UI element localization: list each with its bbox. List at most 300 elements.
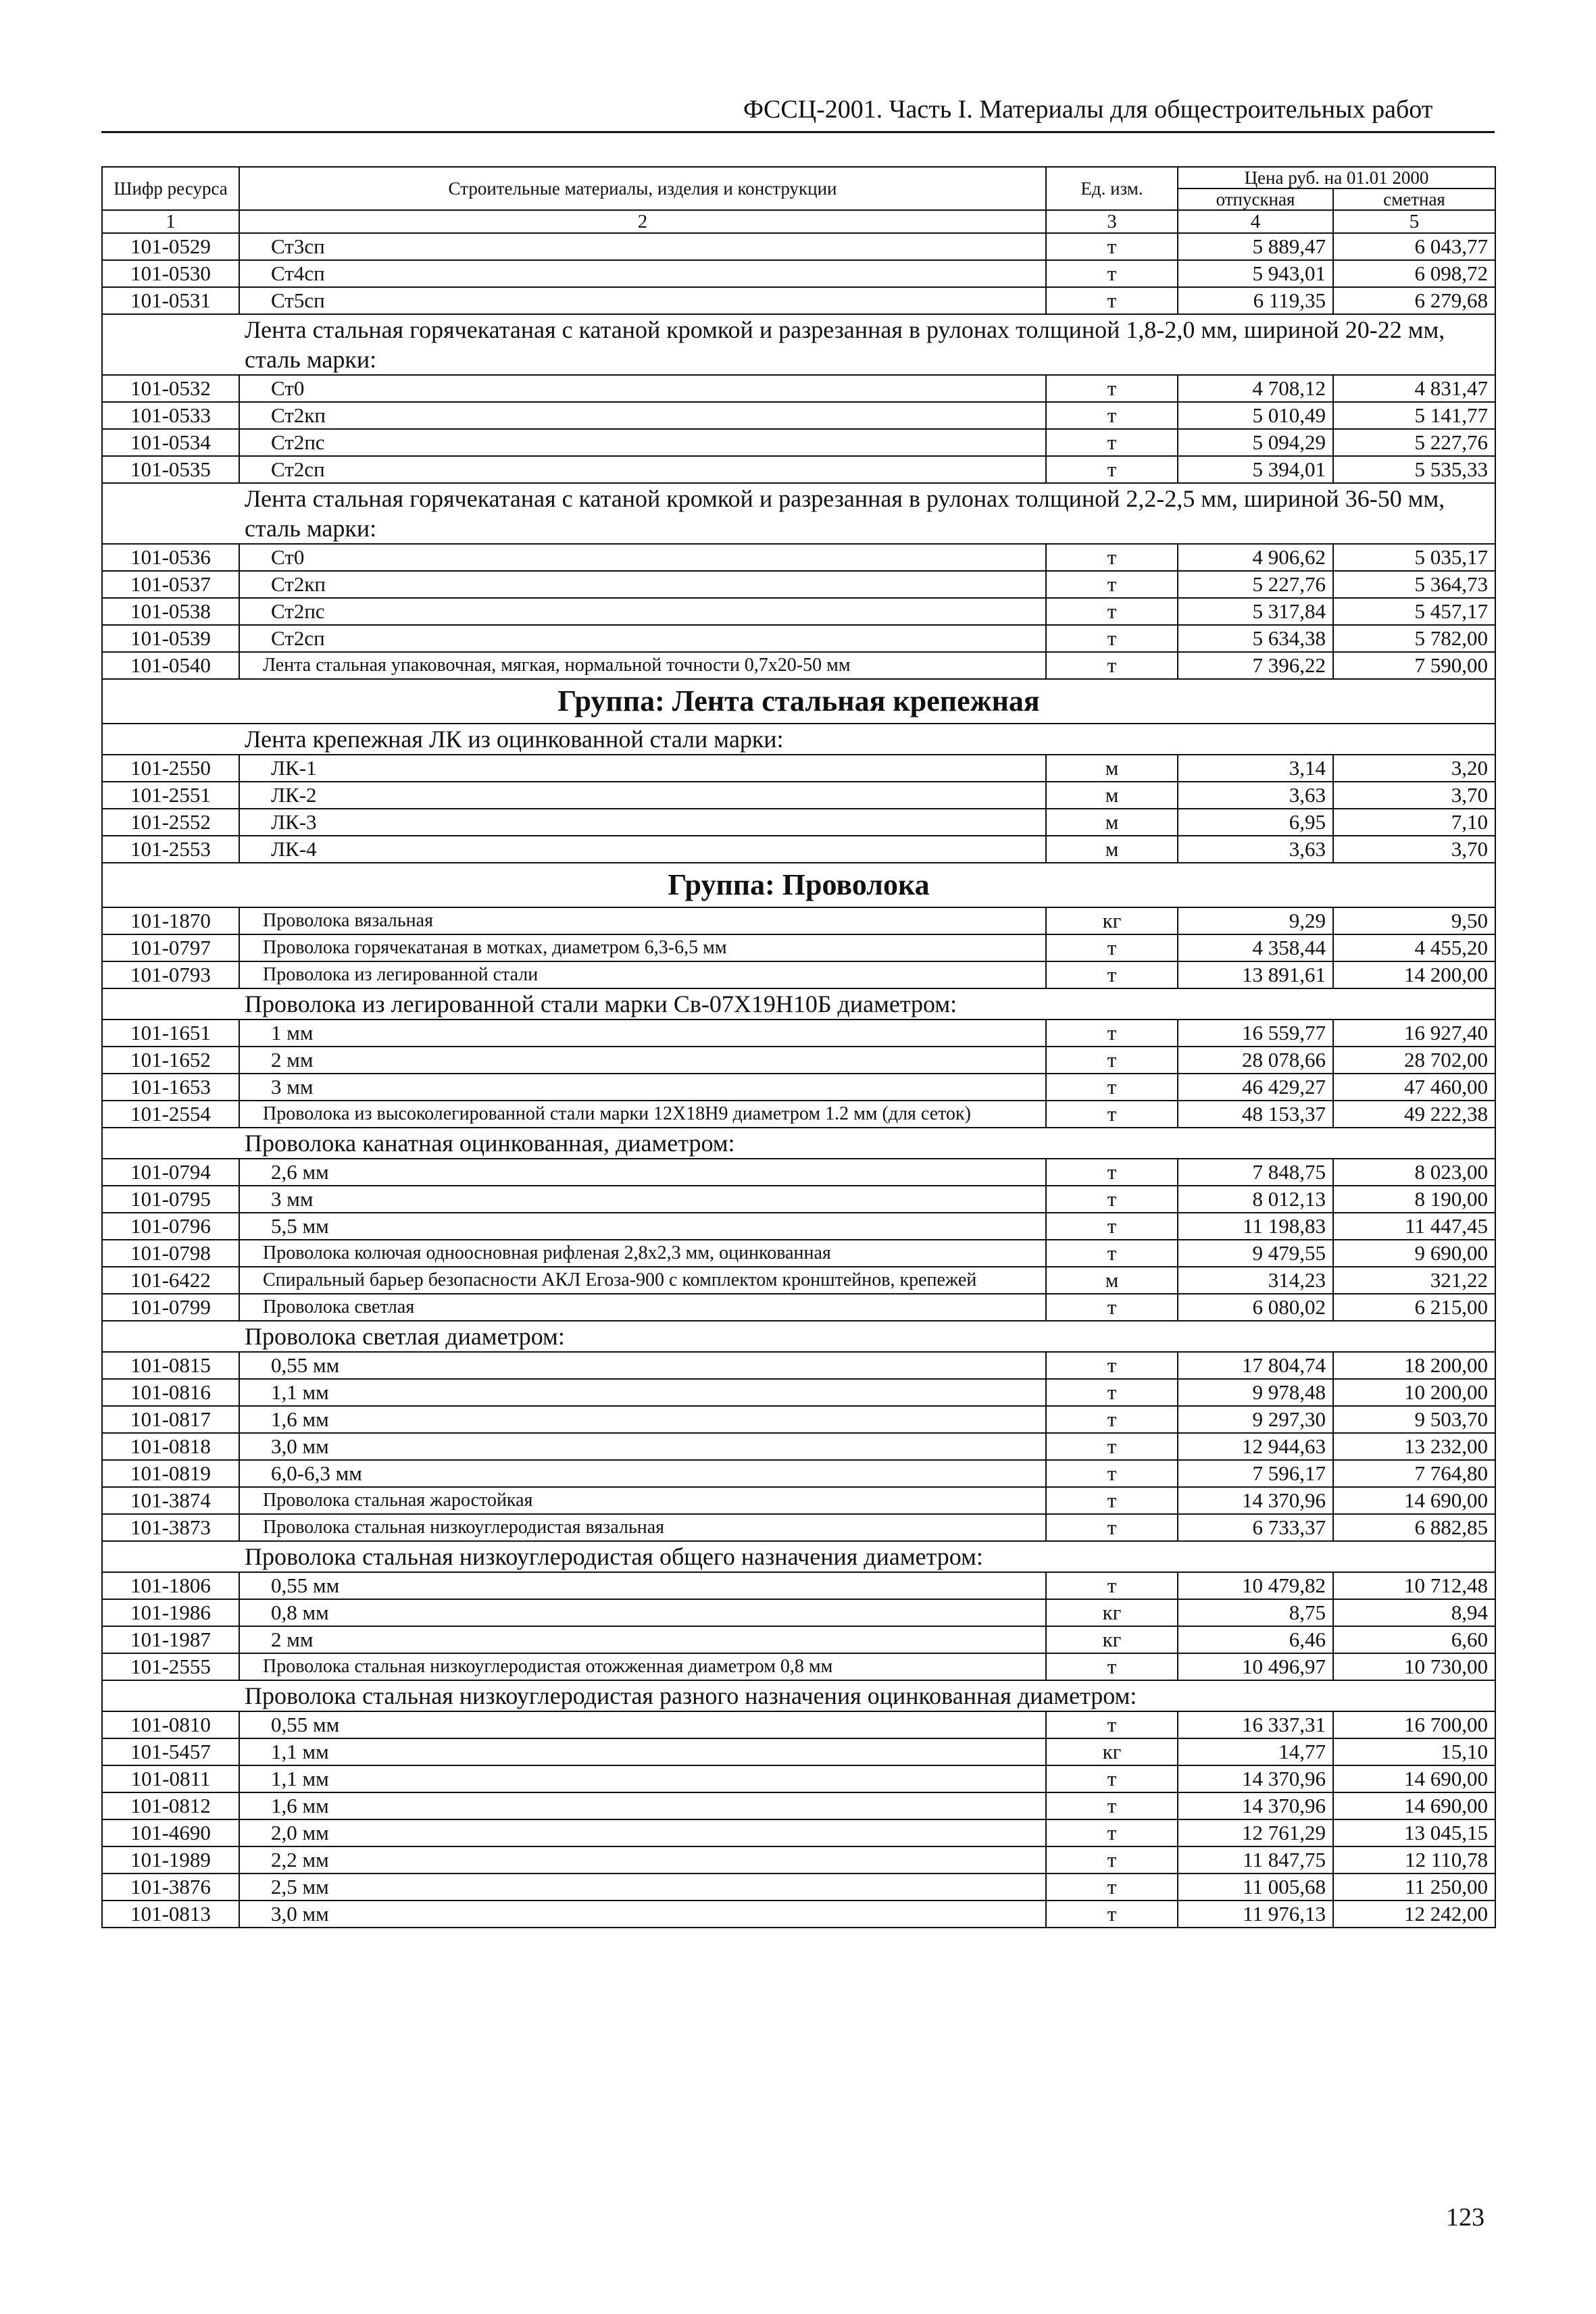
- material-name: Ст2пс: [239, 598, 1046, 625]
- table-row: [102, 233, 1495, 260]
- resource-code: 101-0530: [102, 260, 239, 287]
- resource-code: 101-1986: [102, 1599, 239, 1626]
- header-estimate-price: сметная: [1333, 188, 1495, 210]
- table-row: [102, 1074, 1495, 1101]
- resource-code: 101-3873: [102, 1514, 239, 1541]
- estimate-price: 13 045,15: [1333, 1819, 1495, 1846]
- table-row: [102, 402, 1495, 429]
- subheading-row: [102, 1128, 1495, 1159]
- unit-cell: т: [1046, 961, 1178, 988]
- table-row: [102, 1186, 1495, 1213]
- header-release-price: отпускная: [1178, 188, 1333, 210]
- release-price: 3,63: [1178, 836, 1333, 863]
- unit-cell: т: [1046, 287, 1178, 314]
- resource-code: 101-0794: [102, 1159, 239, 1186]
- table-row: [102, 961, 1495, 988]
- table-row: [102, 1765, 1495, 1792]
- estimate-price: 3,70: [1333, 782, 1495, 809]
- release-price: 11 198,83: [1178, 1213, 1333, 1240]
- resource-code: 101-2550: [102, 755, 239, 782]
- material-name: 0,8 мм: [239, 1599, 1046, 1626]
- resource-code: 101-0818: [102, 1433, 239, 1460]
- unit-cell: м: [1046, 1267, 1178, 1294]
- table-row: [102, 1572, 1495, 1599]
- table-row: [102, 1819, 1495, 1846]
- material-name: 1,1 мм: [239, 1379, 1046, 1406]
- estimate-price: 10 712,48: [1333, 1572, 1495, 1599]
- unit-cell: т: [1046, 1792, 1178, 1819]
- release-price: 3,63: [1178, 782, 1333, 809]
- release-price: 17 804,74: [1178, 1352, 1333, 1379]
- unit-cell: т: [1046, 429, 1178, 456]
- material-name: Ст2пс: [239, 429, 1046, 456]
- unit-cell: т: [1046, 1101, 1178, 1128]
- estimate-price: 28 702,00: [1333, 1047, 1495, 1074]
- resource-code: 101-0816: [102, 1379, 239, 1406]
- unit-cell: т: [1046, 1020, 1178, 1047]
- release-price: 9 297,30: [1178, 1406, 1333, 1433]
- resource-code: 101-1806: [102, 1572, 239, 1599]
- estimate-price: 14 690,00: [1333, 1487, 1495, 1514]
- unit-cell: т: [1046, 402, 1178, 429]
- material-name: Ст0: [239, 375, 1046, 402]
- unit-cell: т: [1046, 1240, 1178, 1267]
- material-name: 3,0 мм: [239, 1901, 1046, 1928]
- header-name: Строительные материалы, изделия и конструкции: [239, 167, 1046, 210]
- unit-cell: т: [1046, 1873, 1178, 1901]
- material-name: ЛК-3: [239, 809, 1046, 836]
- unit-cell: т: [1046, 233, 1178, 260]
- estimate-price: 14 690,00: [1333, 1792, 1495, 1819]
- material-name: Проволока горячекатаная в мотках, диаметром 6,3-6,5 мм: [239, 934, 1046, 961]
- table-row: [102, 1901, 1495, 1928]
- release-price: 4 708,12: [1178, 375, 1333, 402]
- header-rule: [101, 131, 1495, 133]
- estimate-price: 16 700,00: [1333, 1711, 1495, 1738]
- estimate-price: 9,50: [1333, 907, 1495, 934]
- table-row: [102, 1406, 1495, 1433]
- table-row: [102, 1626, 1495, 1653]
- unit-cell: т: [1046, 1653, 1178, 1680]
- column-number: 5: [1333, 210, 1495, 233]
- unit-cell: м: [1046, 809, 1178, 836]
- table-row: [102, 809, 1495, 836]
- column-number: 4: [1178, 210, 1333, 233]
- subheading-row: [102, 483, 1495, 544]
- release-price: 16 337,31: [1178, 1711, 1333, 1738]
- unit-cell: т: [1046, 260, 1178, 287]
- table-row: [102, 1352, 1495, 1379]
- resource-code: 101-1989: [102, 1846, 239, 1873]
- table-row: [102, 625, 1495, 652]
- release-price: 5 394,01: [1178, 456, 1333, 483]
- unit-cell: т: [1046, 1460, 1178, 1487]
- unit-cell: м: [1046, 782, 1178, 809]
- material-name: Проволока из легированной стали: [239, 961, 1046, 988]
- release-price: 6 119,35: [1178, 287, 1333, 314]
- subheading-text: Проволока стальная низкоуглеродистая разного назначения оцинкованная диаметром:: [102, 1680, 1495, 1711]
- header-price: Цена руб. на 01.01 2000: [1178, 167, 1495, 188]
- estimate-price: 11 250,00: [1333, 1873, 1495, 1901]
- estimate-price: 6 098,72: [1333, 260, 1495, 287]
- material-name: 1,6 мм: [239, 1792, 1046, 1819]
- estimate-price: 321,22: [1333, 1267, 1495, 1294]
- estimate-price: 13 232,00: [1333, 1433, 1495, 1460]
- unit-cell: т: [1046, 625, 1178, 652]
- unit-cell: т: [1046, 1819, 1178, 1846]
- group-title: Группа: Проволока: [102, 863, 1495, 907]
- group-row: [102, 863, 1495, 907]
- estimate-price: 18 200,00: [1333, 1352, 1495, 1379]
- resource-code: 101-0532: [102, 375, 239, 402]
- running-header: ФССЦ-2001. Часть I. Материалы для общестроительных работ: [743, 95, 1433, 124]
- table-row: [102, 287, 1495, 314]
- estimate-price: 6 043,77: [1333, 233, 1495, 260]
- resource-code: 101-0533: [102, 402, 239, 429]
- material-name: Ст3сп: [239, 233, 1046, 260]
- material-name: 2,6 мм: [239, 1159, 1046, 1186]
- resource-code: 101-0538: [102, 598, 239, 625]
- table-row: [102, 1460, 1495, 1487]
- table-row: [102, 1487, 1495, 1514]
- table-row: [102, 1294, 1495, 1321]
- resource-code: 101-0798: [102, 1240, 239, 1267]
- estimate-price: 7 590,00: [1333, 652, 1495, 679]
- estimate-price: 12 110,78: [1333, 1846, 1495, 1873]
- unit-cell: м: [1046, 836, 1178, 863]
- resource-code: 101-1870: [102, 907, 239, 934]
- table-row: [102, 782, 1495, 809]
- material-name: ЛК-1: [239, 755, 1046, 782]
- release-price: 6,46: [1178, 1626, 1333, 1653]
- subheading-text: Проволока светлая диаметром:: [102, 1321, 1495, 1352]
- material-name: 2 мм: [239, 1047, 1046, 1074]
- unit-cell: т: [1046, 1379, 1178, 1406]
- table-row: [102, 934, 1495, 961]
- release-price: 13 891,61: [1178, 961, 1333, 988]
- column-number: 1: [102, 210, 239, 233]
- unit-cell: т: [1046, 598, 1178, 625]
- unit-cell: т: [1046, 571, 1178, 598]
- material-name: Проволока стальная низкоуглеродистая отожженная диаметром 0,8 мм: [239, 1653, 1046, 1680]
- resource-code: 101-0810: [102, 1711, 239, 1738]
- release-price: 14 370,96: [1178, 1765, 1333, 1792]
- estimate-price: 12 242,00: [1333, 1901, 1495, 1928]
- unit-cell: т: [1046, 1846, 1178, 1873]
- resource-code: 101-0811: [102, 1765, 239, 1792]
- estimate-price: 8 190,00: [1333, 1186, 1495, 1213]
- estimate-price: 9 690,00: [1333, 1240, 1495, 1267]
- release-price: 11 847,75: [1178, 1846, 1333, 1873]
- release-price: 11 005,68: [1178, 1873, 1333, 1901]
- material-name: Лента стальная упаковочная, мягкая, нормальной точности 0,7х20-50 мм: [239, 652, 1046, 679]
- release-price: 4 906,62: [1178, 544, 1333, 571]
- estimate-price: 6,60: [1333, 1626, 1495, 1653]
- material-name: Ст2кп: [239, 402, 1046, 429]
- release-price: 5 634,38: [1178, 625, 1333, 652]
- resource-code: 101-0534: [102, 429, 239, 456]
- unit-cell: т: [1046, 1213, 1178, 1240]
- resource-code: 101-1651: [102, 1020, 239, 1047]
- resource-code: 101-0812: [102, 1792, 239, 1819]
- unit-cell: т: [1046, 934, 1178, 961]
- resource-code: 101-4690: [102, 1819, 239, 1846]
- release-price: 7 596,17: [1178, 1460, 1333, 1487]
- release-price: 11 976,13: [1178, 1901, 1333, 1928]
- estimate-price: 5 141,77: [1333, 402, 1495, 429]
- resource-code: 101-2553: [102, 836, 239, 863]
- release-price: 28 078,66: [1178, 1047, 1333, 1074]
- estimate-price: 15,10: [1333, 1738, 1495, 1765]
- material-name: 1,1 мм: [239, 1738, 1046, 1765]
- table-row: [102, 1514, 1495, 1541]
- group-row: [102, 679, 1495, 724]
- unit-cell: т: [1046, 1074, 1178, 1101]
- table-body: [102, 233, 1495, 1928]
- estimate-price: 4 831,47: [1333, 375, 1495, 402]
- table-row: [102, 375, 1495, 402]
- material-name: 1 мм: [239, 1020, 1046, 1047]
- release-price: 12 761,29: [1178, 1819, 1333, 1846]
- table-row: [102, 571, 1495, 598]
- resource-code: 101-0529: [102, 233, 239, 260]
- unit-cell: кг: [1046, 1738, 1178, 1765]
- table-row: [102, 652, 1495, 679]
- release-price: 8,75: [1178, 1599, 1333, 1626]
- resource-code: 101-2554: [102, 1101, 239, 1128]
- table-row: [102, 429, 1495, 456]
- unit-cell: т: [1046, 1901, 1178, 1928]
- subheading-row: [102, 724, 1495, 755]
- unit-cell: т: [1046, 1487, 1178, 1514]
- estimate-price: 5 035,17: [1333, 544, 1495, 571]
- unit-cell: кг: [1046, 1626, 1178, 1653]
- material-name: 3 мм: [239, 1186, 1046, 1213]
- subheading-text: Лента стальная горячекатаная с катаной кромкой и разрезанная в рулонах толщиной 2,2-2,5 мм, шириной 36-50 мм, сталь марки:: [102, 483, 1495, 544]
- table-row: [102, 1379, 1495, 1406]
- estimate-price: 5 457,17: [1333, 598, 1495, 625]
- subheading-row: [102, 314, 1495, 375]
- release-price: 3,14: [1178, 755, 1333, 782]
- resource-code: 101-0540: [102, 652, 239, 679]
- unit-cell: т: [1046, 544, 1178, 571]
- estimate-price: 49 222,38: [1333, 1101, 1495, 1128]
- estimate-price: 9 503,70: [1333, 1406, 1495, 1433]
- table-row: [102, 1738, 1495, 1765]
- table-row: [102, 260, 1495, 287]
- table-row: [102, 836, 1495, 863]
- resource-code: 101-1653: [102, 1074, 239, 1101]
- release-price: 46 429,27: [1178, 1074, 1333, 1101]
- resource-code: 101-5457: [102, 1738, 239, 1765]
- estimate-price: 11 447,45: [1333, 1213, 1495, 1240]
- unit-cell: т: [1046, 1711, 1178, 1738]
- release-price: 10 496,97: [1178, 1653, 1333, 1680]
- estimate-price: 6 882,85: [1333, 1514, 1495, 1541]
- table-row: [102, 598, 1495, 625]
- release-price: 5 889,47: [1178, 233, 1333, 260]
- table-row: [102, 1433, 1495, 1460]
- subheading-row: [102, 988, 1495, 1020]
- resource-code: 101-0797: [102, 934, 239, 961]
- subheading-row: [102, 1541, 1495, 1572]
- material-name: Проволока стальная жаростойкая: [239, 1487, 1046, 1514]
- table-row: [102, 544, 1495, 571]
- header-unit: Ед. изм.: [1046, 167, 1178, 210]
- unit-cell: т: [1046, 1159, 1178, 1186]
- subheading-text: Лента крепежная ЛК из оцинкованной стали марки:: [102, 724, 1495, 755]
- subheading-row: [102, 1680, 1495, 1711]
- material-name: Ст4сп: [239, 260, 1046, 287]
- resource-code: 101-0817: [102, 1406, 239, 1433]
- unit-cell: т: [1046, 1047, 1178, 1074]
- unit-cell: т: [1046, 1294, 1178, 1321]
- unit-cell: т: [1046, 1572, 1178, 1599]
- group-title: Группа: Лента стальная крепежная: [102, 679, 1495, 724]
- resource-code: 101-0795: [102, 1186, 239, 1213]
- material-name: 2,0 мм: [239, 1819, 1046, 1846]
- release-price: 48 153,37: [1178, 1101, 1333, 1128]
- resource-code: 101-0793: [102, 961, 239, 988]
- table-row: [102, 1213, 1495, 1240]
- unit-cell: м: [1046, 755, 1178, 782]
- resource-code: 101-0531: [102, 287, 239, 314]
- table-row: [102, 1792, 1495, 1819]
- release-price: 8 012,13: [1178, 1186, 1333, 1213]
- release-price: 14 370,96: [1178, 1487, 1333, 1514]
- material-name: Проволока светлая: [239, 1294, 1046, 1321]
- estimate-price: 14 200,00: [1333, 961, 1495, 988]
- unit-cell: кг: [1046, 907, 1178, 934]
- material-name: ЛК-4: [239, 836, 1046, 863]
- release-price: 5 943,01: [1178, 260, 1333, 287]
- table-row: [102, 1159, 1495, 1186]
- estimate-price: 5 227,76: [1333, 429, 1495, 456]
- table-row: [102, 1020, 1495, 1047]
- material-name: 0,55 мм: [239, 1711, 1046, 1738]
- unit-cell: т: [1046, 1186, 1178, 1213]
- release-price: 314,23: [1178, 1267, 1333, 1294]
- release-price: 7 396,22: [1178, 652, 1333, 679]
- release-price: 9 978,48: [1178, 1379, 1333, 1406]
- resource-code: 101-0815: [102, 1352, 239, 1379]
- table-row: [102, 1599, 1495, 1626]
- table-row: [102, 1846, 1495, 1873]
- material-name: 3,0 мм: [239, 1433, 1046, 1460]
- table-row: [102, 907, 1495, 934]
- unit-cell: т: [1046, 1352, 1178, 1379]
- subheading-text: Проволока стальная низкоуглеродистая общего назначения диаметром:: [102, 1541, 1495, 1572]
- release-price: 4 358,44: [1178, 934, 1333, 961]
- material-name: Ст0: [239, 544, 1046, 571]
- estimate-price: 5 364,73: [1333, 571, 1495, 598]
- table-row: [102, 1711, 1495, 1738]
- release-price: 9,29: [1178, 907, 1333, 934]
- resource-code: 101-0535: [102, 456, 239, 483]
- table-row: [102, 1101, 1495, 1128]
- release-price: 6 080,02: [1178, 1294, 1333, 1321]
- release-price: 6 733,37: [1178, 1514, 1333, 1541]
- resource-code: 101-3874: [102, 1487, 239, 1514]
- resource-code: 101-6422: [102, 1267, 239, 1294]
- material-name: 0,55 мм: [239, 1352, 1046, 1379]
- resource-code: 101-0539: [102, 625, 239, 652]
- unit-cell: т: [1046, 456, 1178, 483]
- resource-code: 101-0796: [102, 1213, 239, 1240]
- estimate-price: 7,10: [1333, 809, 1495, 836]
- estimate-price: 6 215,00: [1333, 1294, 1495, 1321]
- unit-cell: т: [1046, 1433, 1178, 1460]
- estimate-price: 8 023,00: [1333, 1159, 1495, 1186]
- resource-code: 101-2552: [102, 809, 239, 836]
- release-price: 5 317,84: [1178, 598, 1333, 625]
- estimate-price: 3,20: [1333, 755, 1495, 782]
- subheading-text: Проволока из легированной стали марки Св-07Х19Н10Б диаметром:: [102, 988, 1495, 1020]
- resource-code: 101-0799: [102, 1294, 239, 1321]
- resource-code: 101-1652: [102, 1047, 239, 1074]
- material-name: 2,2 мм: [239, 1846, 1046, 1873]
- unit-cell: т: [1046, 375, 1178, 402]
- release-price: 5 094,29: [1178, 429, 1333, 456]
- material-name: ЛК-2: [239, 782, 1046, 809]
- unit-cell: т: [1046, 652, 1178, 679]
- price-table: [101, 166, 1496, 1928]
- table-row: [102, 755, 1495, 782]
- table-row: [102, 1267, 1495, 1294]
- unit-cell: т: [1046, 1765, 1178, 1792]
- material-name: Проволока вязальная: [239, 907, 1046, 934]
- material-name: Ст2кп: [239, 571, 1046, 598]
- resource-code: 101-0813: [102, 1901, 239, 1928]
- material-name: 2 мм: [239, 1626, 1046, 1653]
- release-price: 14,77: [1178, 1738, 1333, 1765]
- material-name: Проволока колючая одноосновная рифленая 2,8х2,3 мм, оцинкованная: [239, 1240, 1046, 1267]
- release-price: 14 370,96: [1178, 1792, 1333, 1819]
- table-row: [102, 1873, 1495, 1901]
- release-price: 5 227,76: [1178, 571, 1333, 598]
- release-price: 12 944,63: [1178, 1433, 1333, 1460]
- estimate-price: 3,70: [1333, 836, 1495, 863]
- unit-cell: т: [1046, 1406, 1178, 1433]
- material-name: Ст2сп: [239, 625, 1046, 652]
- release-price: 5 010,49: [1178, 402, 1333, 429]
- estimate-price: 6 279,68: [1333, 287, 1495, 314]
- column-number: 3: [1046, 210, 1178, 233]
- material-name: Ст5сп: [239, 287, 1046, 314]
- table-row: [102, 1047, 1495, 1074]
- material-name: 3 мм: [239, 1074, 1046, 1101]
- subheading-text: Лента стальная горячекатаная с катаной кромкой и разрезанная в рулонах толщиной 1,8-2,0 мм, шириной 20-22 мм, сталь марки:: [102, 314, 1495, 375]
- table-row: [102, 1240, 1495, 1267]
- material-name: 2,5 мм: [239, 1873, 1046, 1901]
- estimate-price: 14 690,00: [1333, 1765, 1495, 1792]
- material-name: 0,55 мм: [239, 1572, 1046, 1599]
- resource-code: 101-3876: [102, 1873, 239, 1901]
- unit-cell: кг: [1046, 1599, 1178, 1626]
- material-name: Проволока стальная низкоуглеродистая вязальная: [239, 1514, 1046, 1541]
- table-row: [102, 456, 1495, 483]
- resource-code: 101-2555: [102, 1653, 239, 1680]
- estimate-price: 10 730,00: [1333, 1653, 1495, 1680]
- subheading-row: [102, 1321, 1495, 1352]
- unit-cell: т: [1046, 1514, 1178, 1541]
- material-name: 6,0-6,3 мм: [239, 1460, 1046, 1487]
- material-name: Спиральный барьер безопасности АКЛ Егоза-900 с комплектом кронштейнов, крепежей: [239, 1267, 1046, 1294]
- release-price: 6,95: [1178, 809, 1333, 836]
- page-number: 123: [1446, 2203, 1485, 2232]
- estimate-price: 7 764,80: [1333, 1460, 1495, 1487]
- estimate-price: 10 200,00: [1333, 1379, 1495, 1406]
